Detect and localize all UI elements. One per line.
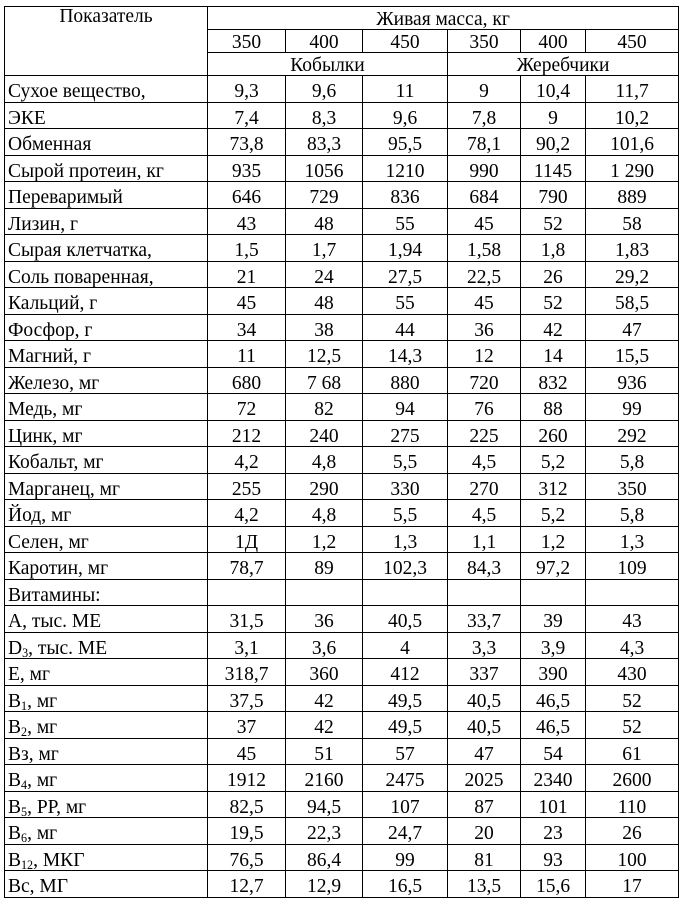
value-cell: 5,8 [586, 500, 679, 527]
value-cell: 9 [521, 102, 586, 129]
value-cell: 86,4 [286, 844, 363, 871]
row-label: Селен, мг [5, 526, 208, 553]
value-cell: 29,2 [586, 261, 679, 288]
value-cell: 52 [521, 208, 586, 235]
vitamin-unit: , мг [27, 690, 58, 712]
value-cell: 97,2 [521, 553, 586, 580]
table-row [5, 314, 679, 341]
value-cell: 19,5 [208, 818, 286, 845]
value-cell: 337 [448, 659, 521, 686]
value-cell: 3,6 [286, 632, 363, 659]
value-cell: 47 [586, 314, 679, 341]
value-cell: 100 [586, 844, 679, 871]
row-label: Железо, мг [5, 367, 208, 394]
value-cell: 45 [208, 288, 286, 315]
value-cell: 76 [448, 394, 521, 421]
value-cell: 680 [208, 367, 286, 394]
vitamin-label [5, 765, 208, 792]
group-stallions-header: Жеребчики [448, 53, 679, 76]
vitamin-subscript: 3 [22, 645, 29, 659]
value-cell: 4,2 [208, 500, 286, 527]
value-cell: 84,3 [448, 553, 521, 580]
value-cell: 4,3 [586, 632, 679, 659]
vitamin-label [5, 632, 208, 659]
value-cell: 15,5 [586, 341, 679, 368]
vitamin-name: Е, мг [8, 664, 50, 685]
value-cell: 318,7 [208, 659, 286, 686]
value-cell: 102,3 [363, 553, 448, 580]
value-cell: 107 [363, 791, 448, 818]
value-cell: 16,5 [363, 871, 448, 898]
value-cell: 99 [363, 844, 448, 871]
value-cell: 4,8 [286, 500, 363, 527]
table-row [5, 288, 679, 315]
value-cell: 57 [363, 738, 448, 765]
value-cell: 729 [286, 182, 363, 209]
value-cell: 14 [521, 341, 586, 368]
value-cell: 1,5 [208, 235, 286, 262]
row-label: Обменная [5, 129, 208, 156]
table-row [5, 420, 679, 447]
value-cell: 55 [363, 208, 448, 235]
value-cell: 55 [363, 288, 448, 315]
row-label: Каротин, мг [5, 553, 208, 580]
weight-header: 450 [586, 30, 679, 53]
table-row [5, 526, 679, 553]
value-cell: 990 [448, 155, 521, 182]
value-cell: 2160 [286, 765, 363, 792]
value-cell: 390 [521, 659, 586, 686]
value-cell: 26 [521, 261, 586, 288]
value-cell: 720 [448, 367, 521, 394]
value-cell: 22,5 [448, 261, 521, 288]
row-label: Сырой протеин, кг [5, 155, 208, 182]
value-cell: 1912 [208, 765, 286, 792]
value-cell: 5,5 [363, 447, 448, 474]
value-cell: 9 [448, 76, 521, 103]
value-cell: 99 [586, 394, 679, 421]
vitamin-label [5, 844, 208, 871]
row-label: Сухое вещество, [5, 76, 208, 103]
vitamin-subscript: 12 [21, 857, 34, 871]
value-cell: 22,3 [286, 818, 363, 845]
table-row [5, 685, 679, 712]
vitamin-subscript: 1 [21, 698, 28, 712]
value-cell: 61 [586, 738, 679, 765]
row-label: Фосфор, г [5, 314, 208, 341]
vitamin-subscript: 2 [21, 725, 28, 738]
value-cell: 1,7 [286, 235, 363, 262]
vitamins-heading: Витамины: [5, 579, 208, 606]
empty-cell [208, 579, 286, 606]
value-cell: 21 [208, 261, 286, 288]
value-cell: 1,58 [448, 235, 521, 262]
value-cell: 42 [286, 685, 363, 712]
value-cell: 5,2 [521, 447, 586, 474]
value-cell: 4,5 [448, 500, 521, 527]
value-cell: 412 [363, 659, 448, 686]
value-cell: 58 [586, 208, 679, 235]
value-cell: 40,5 [448, 712, 521, 739]
value-cell: 39 [521, 606, 586, 633]
value-cell: 350 [586, 473, 679, 500]
row-label: Соль поваренная, [5, 261, 208, 288]
row-label: ЭКЕ [5, 102, 208, 129]
table-row [5, 261, 679, 288]
indicator-header: Показатель [5, 7, 208, 76]
row-label: Марганец, мг [5, 473, 208, 500]
value-cell: 880 [363, 367, 448, 394]
value-cell: 90,2 [521, 129, 586, 156]
vitamin-name: В [8, 796, 22, 818]
weight-header: 350 [208, 30, 286, 53]
empty-cell [363, 579, 448, 606]
header-row-mass [5, 7, 679, 30]
vitamins-heading-row [5, 579, 679, 606]
row-label: Кобальт, мг [5, 447, 208, 474]
value-cell: 1Д [208, 526, 286, 553]
vitamin-name: Вз, мг [8, 743, 59, 765]
value-cell: 836 [363, 182, 448, 209]
value-cell: 2340 [521, 765, 586, 792]
value-cell: 36 [286, 606, 363, 633]
vitamin-subscript: 4 [21, 778, 28, 791]
value-cell: 87 [448, 791, 521, 818]
vitamin-label [5, 871, 208, 898]
value-cell: 73,8 [208, 129, 286, 156]
value-cell: 255 [208, 473, 286, 500]
value-cell: 76,5 [208, 844, 286, 871]
value-cell: 225 [448, 420, 521, 447]
value-cell: 1,3 [586, 526, 679, 553]
value-cell: 37 [208, 712, 286, 739]
table-row [5, 844, 679, 871]
value-cell: 10,2 [586, 102, 679, 129]
table-row [5, 102, 679, 129]
value-cell: 15,6 [521, 871, 586, 898]
value-cell: 23 [521, 818, 586, 845]
vitamin-label [5, 791, 208, 818]
vitamin-name: В [8, 823, 22, 844]
value-cell: 42 [521, 314, 586, 341]
value-cell: 58,5 [586, 288, 679, 315]
value-cell: 49,5 [363, 712, 448, 739]
table-row [5, 738, 679, 765]
value-cell: 42 [286, 712, 363, 739]
value-cell: 24,7 [363, 818, 448, 845]
value-cell: 95,5 [363, 129, 448, 156]
value-cell: 2025 [448, 765, 521, 792]
vitamin-unit: , мг [27, 717, 58, 738]
table-row [5, 341, 679, 368]
value-cell: 45 [448, 288, 521, 315]
vitamin-unit: , мг [27, 770, 58, 791]
value-cell: 40,5 [448, 685, 521, 712]
value-cell: 52 [586, 685, 679, 712]
value-cell: 47 [448, 738, 521, 765]
value-cell: 889 [586, 182, 679, 209]
value-cell: 81 [448, 844, 521, 871]
value-cell: 36 [448, 314, 521, 341]
vitamin-name: В [8, 770, 22, 791]
vitamin-name: В [8, 849, 22, 871]
value-cell: 2600 [586, 765, 679, 792]
value-cell: 275 [363, 420, 448, 447]
value-cell: 11 [363, 76, 448, 103]
value-cell: 78,7 [208, 553, 286, 580]
value-cell: 1145 [521, 155, 586, 182]
value-cell: 3,9 [521, 632, 586, 659]
value-cell: 110 [586, 791, 679, 818]
vitamin-name: Вс, МГ [8, 876, 69, 897]
value-cell: 790 [521, 182, 586, 209]
nutrition-norms-table [4, 6, 679, 898]
value-cell: 1,8 [521, 235, 586, 262]
table-row [5, 76, 679, 103]
value-cell: 360 [286, 659, 363, 686]
vitamin-unit: , РР, мг [27, 796, 87, 818]
table-row [5, 367, 679, 394]
vitamin-label [5, 685, 208, 712]
group-mares-header: Кобылки [208, 53, 448, 76]
table-row [5, 473, 679, 500]
value-cell: 10,4 [521, 76, 586, 103]
value-cell: 14,3 [363, 341, 448, 368]
value-cell: 78,1 [448, 129, 521, 156]
value-cell: 2475 [363, 765, 448, 792]
vitamin-subscript: 5 [21, 804, 28, 818]
value-cell: 12,9 [286, 871, 363, 898]
weight-header: 400 [286, 30, 363, 53]
value-cell: 82,5 [208, 791, 286, 818]
value-cell: 82 [286, 394, 363, 421]
value-cell: 9,3 [208, 76, 286, 103]
weight-header: 400 [521, 30, 586, 53]
table-row [5, 235, 679, 262]
value-cell: 1056 [286, 155, 363, 182]
value-cell: 44 [363, 314, 448, 341]
value-cell: 330 [363, 473, 448, 500]
value-cell: 4,2 [208, 447, 286, 474]
value-cell: 1,1 [448, 526, 521, 553]
table-row [5, 712, 679, 739]
value-cell: 101,6 [586, 129, 679, 156]
weight-header: 350 [448, 30, 521, 53]
value-cell: 45 [208, 738, 286, 765]
value-cell: 94,5 [286, 791, 363, 818]
weight-header: 450 [363, 30, 448, 53]
value-cell: 17 [586, 871, 679, 898]
value-cell: 72 [208, 394, 286, 421]
value-cell: 51 [286, 738, 363, 765]
value-cell: 88 [521, 394, 586, 421]
value-cell: 93 [521, 844, 586, 871]
vitamin-label [5, 818, 208, 845]
table-row [5, 818, 679, 845]
value-cell: 24 [286, 261, 363, 288]
value-cell: 27,5 [363, 261, 448, 288]
value-cell: 9,6 [363, 102, 448, 129]
value-cell: 43 [586, 606, 679, 633]
value-cell: 270 [448, 473, 521, 500]
value-cell: 7 68 [286, 367, 363, 394]
value-cell: 48 [286, 208, 363, 235]
vitamin-label [5, 606, 208, 633]
value-cell: 38 [286, 314, 363, 341]
table-row [5, 394, 679, 421]
vitamin-subscript: 6 [21, 831, 28, 844]
value-cell: 935 [208, 155, 286, 182]
value-cell: 240 [286, 420, 363, 447]
value-cell: 1 290 [586, 155, 679, 182]
value-cell: 3,1 [208, 632, 286, 659]
vitamin-label [5, 738, 208, 765]
table-row [5, 791, 679, 818]
value-cell: 646 [208, 182, 286, 209]
table-row [5, 871, 679, 898]
value-cell: 430 [586, 659, 679, 686]
value-cell: 1,3 [363, 526, 448, 553]
vitamin-name: D [8, 637, 23, 659]
value-cell: 37,5 [208, 685, 286, 712]
value-cell: 89 [286, 553, 363, 580]
value-cell: 832 [521, 367, 586, 394]
value-cell: 5,2 [521, 500, 586, 527]
value-cell: 94 [363, 394, 448, 421]
value-cell: 45 [448, 208, 521, 235]
value-cell: 4 [363, 632, 448, 659]
table-row [5, 553, 679, 580]
value-cell: 33,7 [448, 606, 521, 633]
value-cell: 1210 [363, 155, 448, 182]
table-row [5, 659, 679, 686]
value-cell: 12,7 [208, 871, 286, 898]
value-cell: 4,8 [286, 447, 363, 474]
vitamin-unit: , мг [27, 823, 58, 844]
table-row [5, 500, 679, 527]
row-label: Лизин, г [5, 208, 208, 235]
value-cell: 83,3 [286, 129, 363, 156]
vitamin-unit: , МКГ [33, 849, 85, 871]
value-cell: 3,3 [448, 632, 521, 659]
value-cell: 12 [448, 341, 521, 368]
value-cell: 49,5 [363, 685, 448, 712]
value-cell: 43 [208, 208, 286, 235]
vitamin-name: В [8, 690, 22, 712]
vitamin-unit: , тыс. МЕ [28, 637, 108, 659]
row-label: Медь, мг [5, 394, 208, 421]
table-row [5, 632, 679, 659]
value-cell: 312 [521, 473, 586, 500]
row-label: Магний, г [5, 341, 208, 368]
value-cell: 4,5 [448, 447, 521, 474]
value-cell: 1,94 [363, 235, 448, 262]
row-label: Цинк, мг [5, 420, 208, 447]
value-cell: 1,2 [521, 526, 586, 553]
vitamin-name: В [8, 717, 22, 738]
value-cell: 34 [208, 314, 286, 341]
live-mass-header: Живая масса, кг [208, 7, 679, 30]
table-row [5, 129, 679, 156]
empty-cell [586, 579, 679, 606]
value-cell: 20 [448, 818, 521, 845]
value-cell: 101 [521, 791, 586, 818]
value-cell: 48 [286, 288, 363, 315]
vitamin-label [5, 659, 208, 686]
value-cell: 46,5 [521, 685, 586, 712]
empty-cell [448, 579, 521, 606]
table-row [5, 447, 679, 474]
empty-cell [286, 579, 363, 606]
table-row [5, 182, 679, 209]
table-row [5, 606, 679, 633]
value-cell: 1,83 [586, 235, 679, 262]
value-cell: 109 [586, 553, 679, 580]
row-label: Йод, мг [5, 500, 208, 527]
value-cell: 290 [286, 473, 363, 500]
value-cell: 11,7 [586, 76, 679, 103]
table-row [5, 208, 679, 235]
value-cell: 1,2 [286, 526, 363, 553]
value-cell: 13,5 [448, 871, 521, 898]
value-cell: 46,5 [521, 712, 586, 739]
value-cell: 212 [208, 420, 286, 447]
value-cell: 9,6 [286, 76, 363, 103]
table-row [5, 155, 679, 182]
value-cell: 260 [521, 420, 586, 447]
table-row [5, 765, 679, 792]
value-cell: 8,3 [286, 102, 363, 129]
value-cell: 684 [448, 182, 521, 209]
value-cell: 54 [521, 738, 586, 765]
value-cell: 5,8 [586, 447, 679, 474]
value-cell: 7,4 [208, 102, 286, 129]
row-label: Кальций, г [5, 288, 208, 315]
row-label: Сырая клетчатка, [5, 235, 208, 262]
value-cell: 11 [208, 341, 286, 368]
value-cell: 12,5 [286, 341, 363, 368]
value-cell: 26 [586, 818, 679, 845]
value-cell: 5,5 [363, 500, 448, 527]
value-cell: 292 [586, 420, 679, 447]
table-body [5, 7, 679, 898]
value-cell: 31,5 [208, 606, 286, 633]
empty-cell [521, 579, 586, 606]
value-cell: 40,5 [363, 606, 448, 633]
value-cell: 52 [586, 712, 679, 739]
value-cell: 52 [521, 288, 586, 315]
value-cell: 7,8 [448, 102, 521, 129]
vitamin-label [5, 712, 208, 739]
value-cell: 936 [586, 367, 679, 394]
vitamin-name: А, тыс. МЕ [8, 611, 102, 632]
row-label: Переваримый [5, 182, 208, 209]
